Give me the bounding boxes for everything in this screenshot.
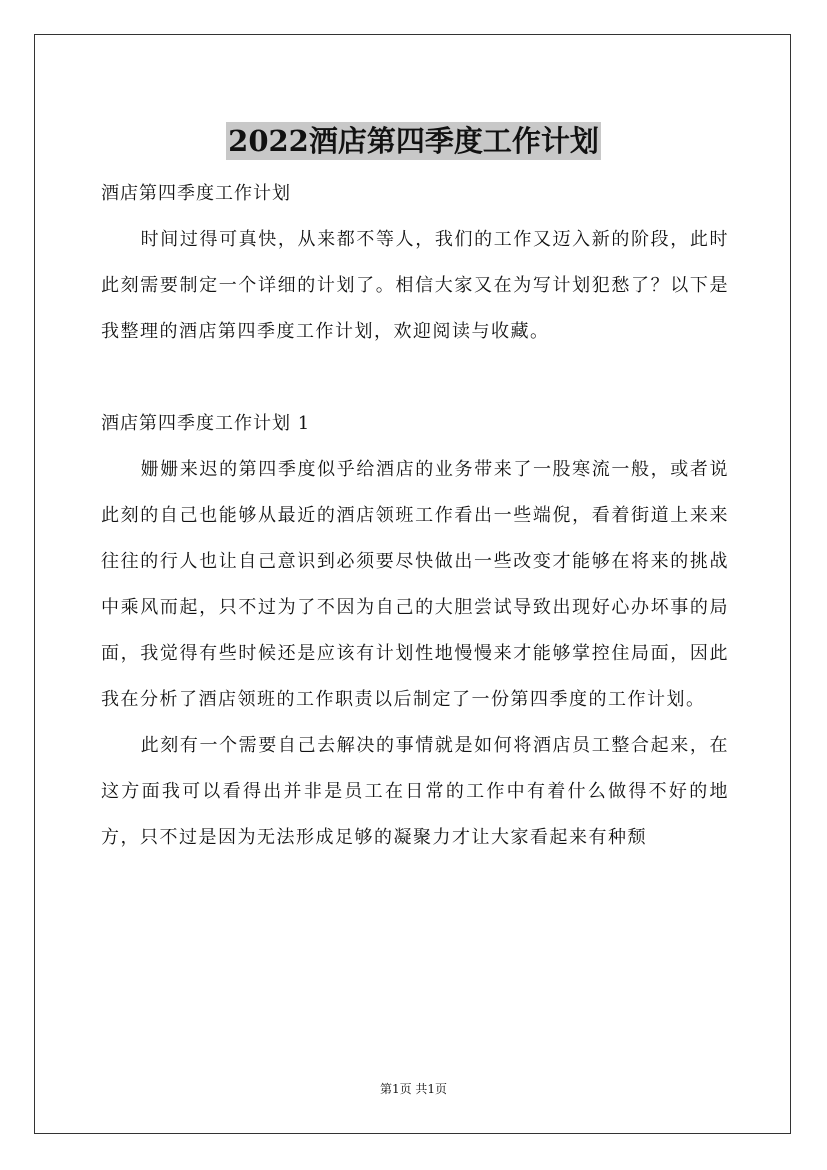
page-footer: 第1页 共1页 <box>379 1082 448 1096</box>
document-title <box>0 121 827 161</box>
section-heading-plan-1: 酒店第四季度工作计划 1 <box>101 413 311 434</box>
document-body <box>101 171 729 861</box>
plan-1-paragraph-1: 姗姗来迟的第四季度似乎给酒店的业务带来了一股寒流一般，或者说此刻的自己也能够从最近的酒店领班工作看出一些端倪，看着街道上来来往往的行人也让自己意识到必须要尽快做出一些改变才能够在将来的挑战中乘风而起，只不过为了不因为自己的大胆尝试导致出现好心办坏事的局面，我觉得有些时候还是应该有计划性地慢慢来才能够掌控住局面，因此我在分析了酒店领班的工作职责以后制定了一份第四季度的工作计划。 <box>101 459 729 710</box>
section-heading-intro: 酒店第四季度工作计划 <box>101 183 291 204</box>
plan-1-paragraph-2: 此刻有一个需要自己去解决的事情就是如何将酒店员工整合起来，在这方面我可以看得出并非是员工在日常的工作中有着什么做得不好的地方，只不过是因为无法形成足够的凝聚力才让大家看起来有种颓 <box>101 735 729 848</box>
document-title-text: 2022酒店第四季度工作计划 <box>228 124 599 159</box>
section-spacer <box>101 355 729 401</box>
intro-paragraph: 时间过得可真快，从来都不等人，我们的工作又迈入新的阶段，此时此刻需要制定一个详细的计划了。相信大家又在为写计划犯愁了？以下是我整理的酒店第四季度工作计划，欢迎阅读与收藏。 <box>101 229 729 342</box>
